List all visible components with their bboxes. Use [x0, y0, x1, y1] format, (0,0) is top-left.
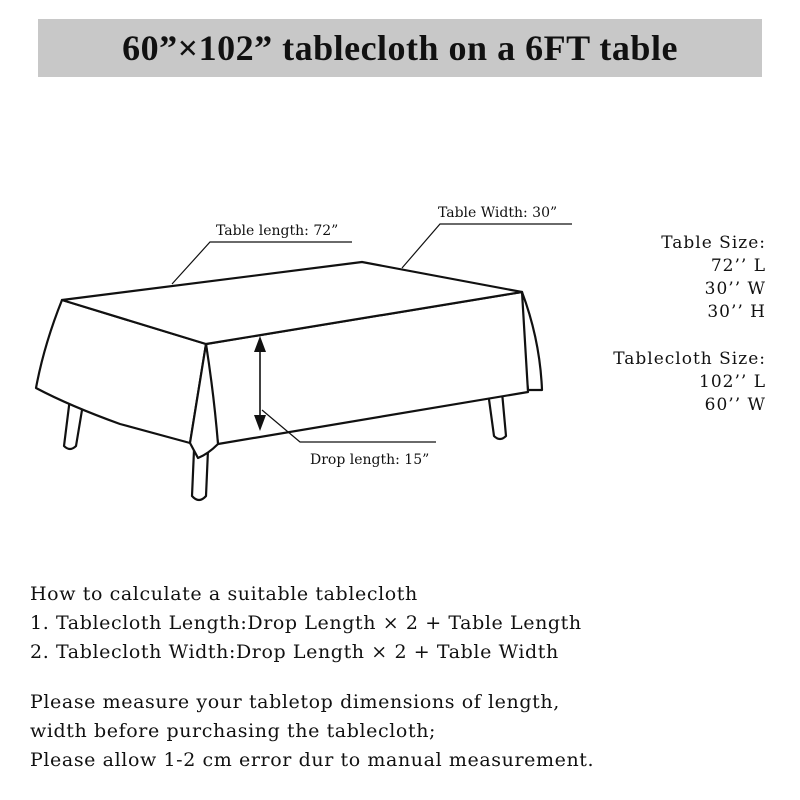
table-size-width: 30’’ W: [704, 279, 766, 299]
howto-step-2: 2. Tablecloth Width:Drop Length × 2 + Table Width: [30, 641, 559, 663]
note-line-2: width before purchasing the tablecloth;: [30, 720, 437, 742]
calculation-instructions: [30, 580, 582, 667]
note-line-1: Please measure your tabletop dimensions of length,: [30, 691, 560, 713]
table-length-label: Table length: 72”: [216, 223, 339, 239]
measurement-note: [30, 688, 594, 775]
table-size-length: 72’’ L: [710, 256, 766, 276]
size-specs: [613, 232, 766, 441]
table-size-height: 30’’ H: [707, 302, 766, 322]
tablecloth-size-block: [613, 348, 766, 417]
page-title: 60”×102” tablecloth on a 6FT table: [122, 28, 678, 68]
table-size-heading: Table Size:: [661, 233, 766, 253]
table-size-block: [613, 232, 766, 324]
table-width-leader: [402, 224, 572, 268]
table-width-label: Table Width: 30”: [438, 205, 558, 221]
tablecloth-size-length: 102’’ L: [699, 372, 766, 392]
howto-step-1: 1. Tablecloth Length:Drop Length × 2 + Table Length: [30, 612, 582, 634]
drop-length-label: Drop length: 15”: [310, 452, 430, 468]
tablecloth-size-heading: Tablecloth Size:: [613, 349, 766, 369]
tablecloth-size-width: 60’’ W: [704, 395, 766, 415]
note-line-3: Please allow 1-2 cm error dur to manual measurement.: [30, 749, 595, 771]
howto-heading: How to calculate a suitable tablecloth: [30, 583, 418, 605]
